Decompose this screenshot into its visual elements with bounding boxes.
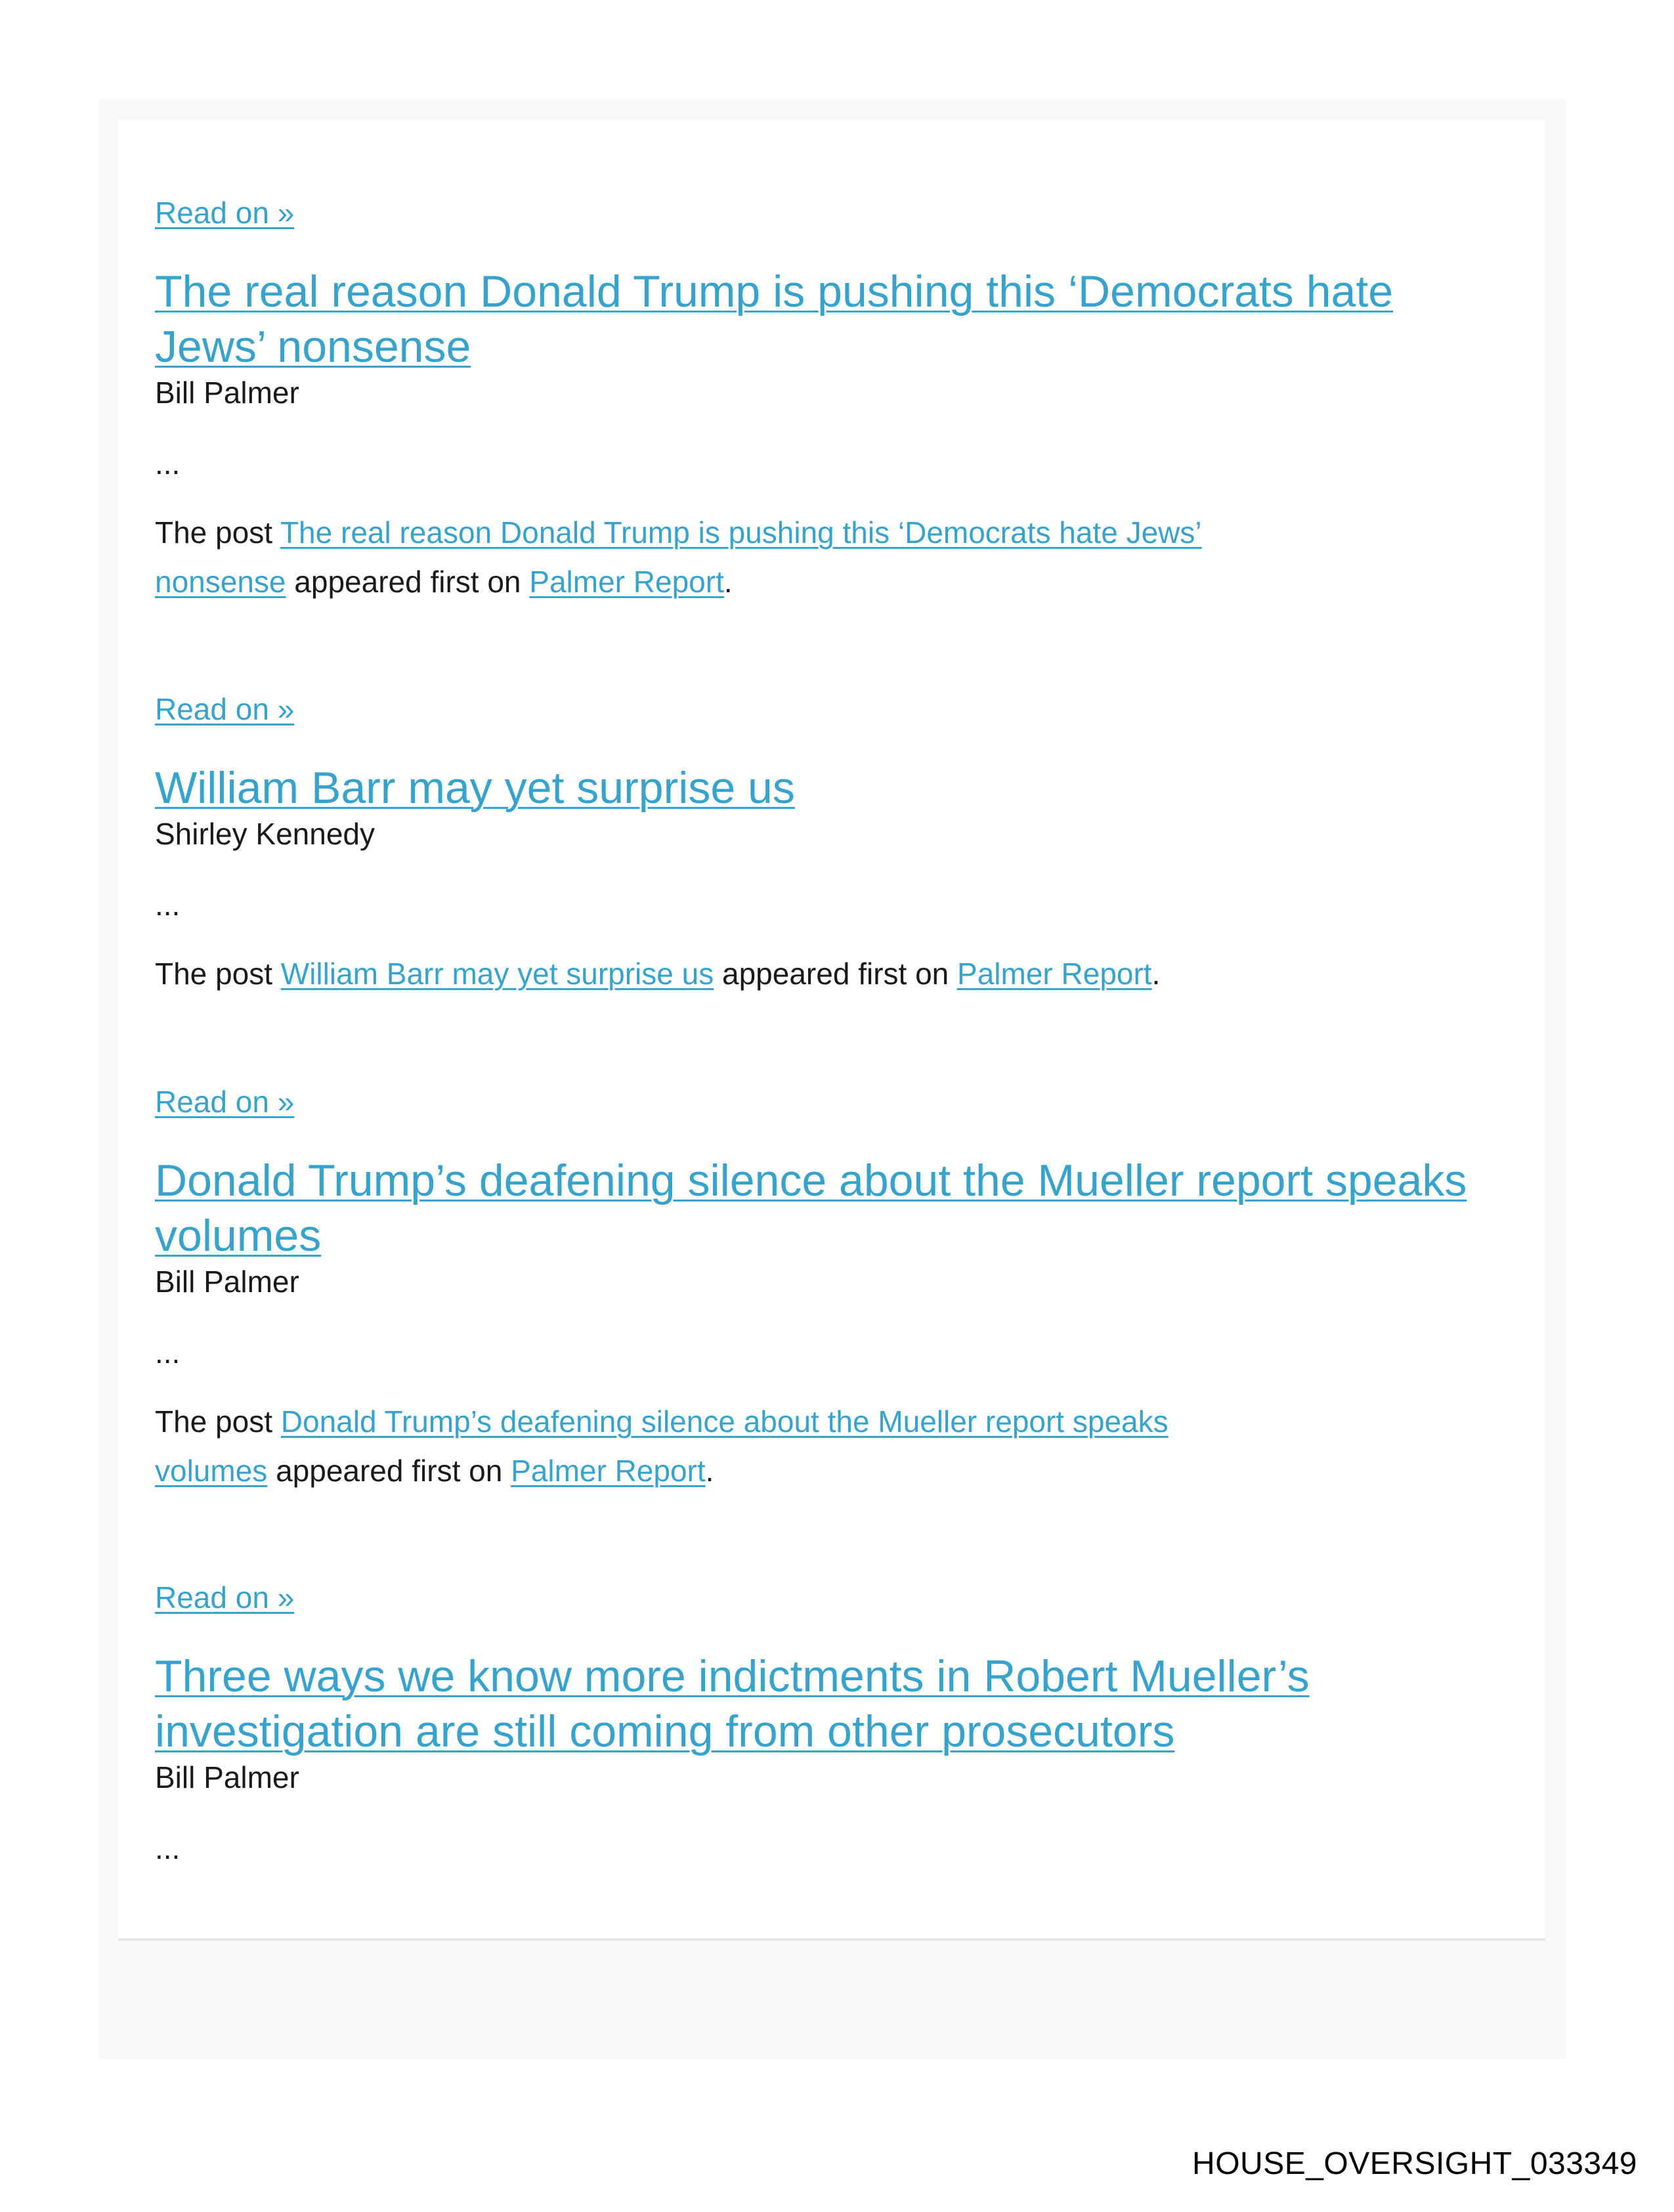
headline-line-1: Donald Trump’s deafening silence about the Mueller report speaks [155, 1156, 1467, 1205]
post-prefix: The post [155, 957, 281, 991]
post-title-link[interactable]: William Barr may yet surprise us [280, 957, 714, 991]
article-headline-link[interactable] [155, 1153, 1507, 1263]
document-id: HOUSE_OVERSIGHT_033349 [1192, 2146, 1637, 2181]
read-on-link[interactable]: Read on » [155, 1580, 295, 1615]
post-attribution [155, 949, 1507, 999]
site-link[interactable]: Palmer Report [529, 565, 724, 599]
excerpt-ellipsis: ... [155, 1335, 181, 1370]
article-2 [155, 691, 1507, 999]
post-middle: appeared first on [267, 1454, 511, 1488]
author-name: Bill Palmer [155, 376, 299, 410]
article-4 [155, 1579, 1507, 1867]
article-headline-link[interactable]: William Barr may yet surprise us [155, 763, 795, 813]
read-on-link[interactable]: Read on » [155, 692, 295, 726]
article-3 [155, 1083, 1507, 1496]
excerpt-ellipsis: ... [155, 446, 181, 481]
post-middle: appeared first on [714, 957, 958, 991]
headline-line-1: Three ways we know more indictments in Robert Mueller’s [155, 1651, 1310, 1701]
author-name: Bill Palmer [155, 1265, 299, 1299]
post-suffix: . [705, 1454, 714, 1488]
post-middle: appeared first on [286, 565, 530, 599]
site-link[interactable]: Palmer Report [957, 957, 1152, 991]
article-headline-link[interactable] [155, 1649, 1507, 1759]
site-link[interactable]: Palmer Report [511, 1454, 706, 1488]
author-name: Bill Palmer [155, 1760, 299, 1794]
post-title-line-1: The real reason Donald Trump is pushing this ‘Democrats hate Jews’ [280, 515, 1202, 550]
post-prefix: The post [155, 515, 280, 550]
headline-line-2: Jews’ nonsense [155, 322, 471, 372]
read-on-link[interactable]: Read on » [155, 196, 295, 230]
post-attribution [155, 508, 1507, 607]
post-title-line-2: volumes [155, 1454, 268, 1488]
article-1 [155, 194, 1507, 607]
post-prefix: The post [155, 1404, 281, 1439]
post-title-line-1: Donald Trump’s deafening silence about the Mueller report speaks [280, 1404, 1169, 1439]
post-suffix: . [723, 565, 733, 599]
headline-line-1: The real reason Donald Trump is pushing this ‘Democrats hate [155, 267, 1394, 316]
headline-line-2: volumes [155, 1211, 322, 1261]
author-name: Shirley Kennedy [155, 817, 375, 851]
headline-line-2: investigation are still coming from other prosecutors [155, 1706, 1175, 1756]
post-title-line-2: nonsense [155, 565, 286, 599]
article-headline-link[interactable] [155, 264, 1507, 374]
excerpt-ellipsis: ... [155, 1831, 181, 1865]
read-on-link[interactable]: Read on » [155, 1085, 295, 1119]
excerpt-ellipsis: ... [155, 888, 181, 922]
post-attribution [155, 1397, 1507, 1496]
post-suffix: . [1151, 957, 1161, 991]
